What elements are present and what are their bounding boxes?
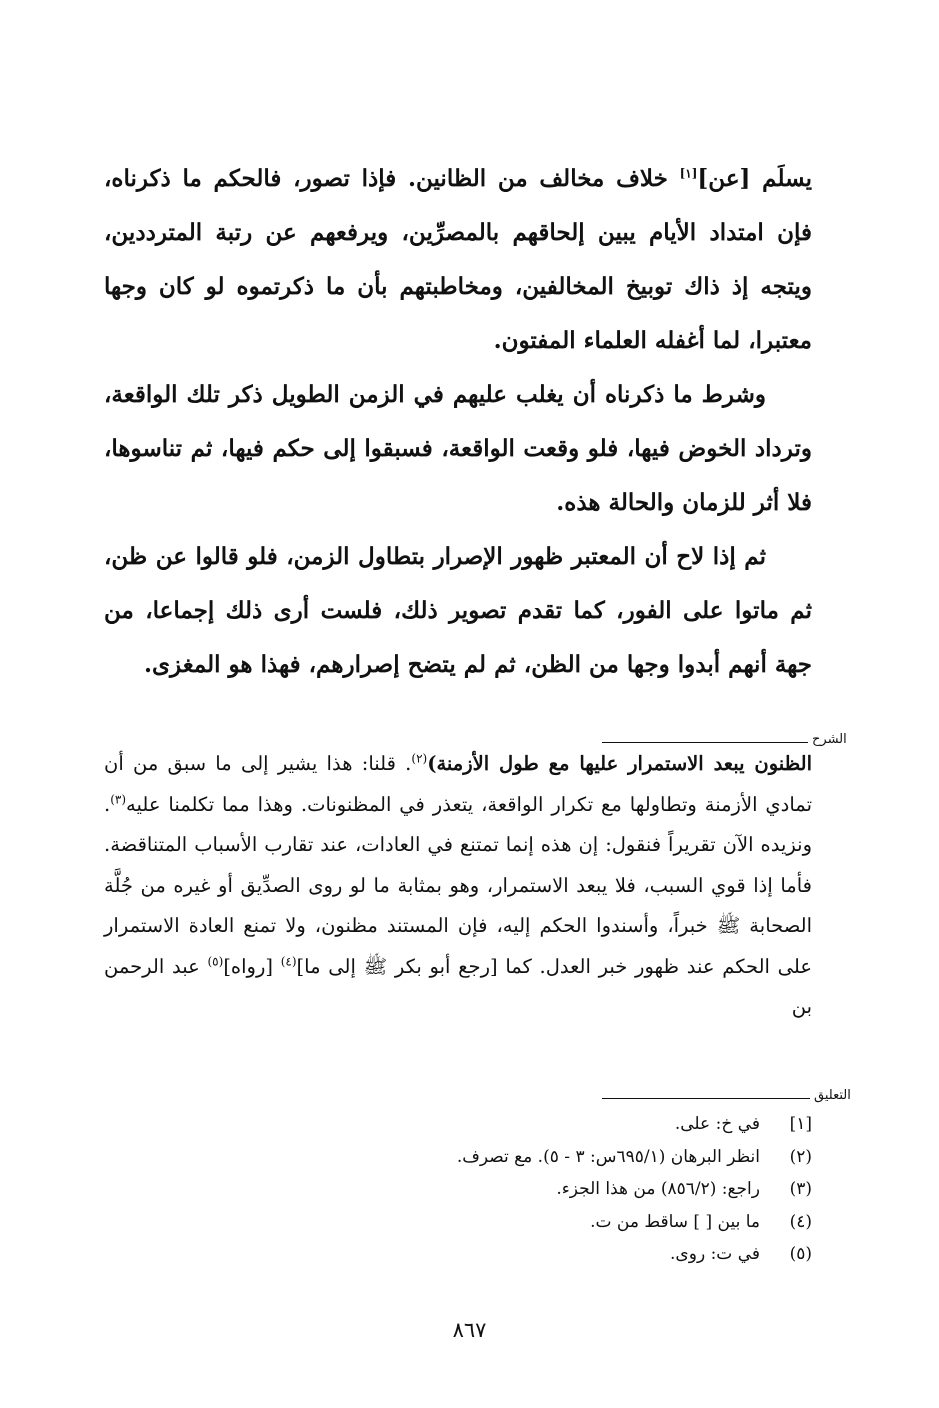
footnote-ref-4: (٤) [280, 954, 297, 968]
sharh-label: الشرح [812, 732, 847, 747]
footnote-item: (٤) ما بين [ ] ساقط من ت. [590, 1211, 812, 1232]
main-paragraph-3: ثم إذا لاح أن المعتبر ظهور الإصرار بتطاول الزمن، فلو قالوا عن ظن، ثم ماتوا على الفور، كما تقدم تصوير ذلك، فلست أرى ذلك إجماعا، من جهة أنهم أبدوا وجها من الظن، ثم لم يتضح إصرارهم، فهذا هو المغزى. [104, 543, 812, 678]
footnote-ref-1: [١] [679, 166, 698, 181]
footnote-item: (٣) راجع: (٨٥٦/٢) من هذا الجزء. [556, 1179, 812, 1199]
footnote-ref-5: (٥) [207, 954, 224, 968]
taliq-divider [602, 1098, 810, 1099]
footnote-ref-3: (٣) [110, 792, 127, 806]
page-number: ٨٦٧ [452, 1318, 487, 1342]
main-paragraph-2: وشرط ما ذكرناه أن يغلب عليهم في الزمن الطويل ذكر تلك الواقعة، وترداد الخوض فيها، فلو وقعت الواقعة، فسبقوا إلى حكم فيها، ثم تناسوها، فلا أثر للزمان والحالة هذه. [104, 381, 812, 516]
footnote-ref-2: (٢) [411, 751, 428, 766]
footnote-item: [١] في خ: على. [674, 1114, 812, 1134]
main-paragraph-1: يسلَم [عن][١] خلاف مخالف من الظانين. فإذا تصور، فالحكم ما ذكرناه، فإن امتداد الأيام يبين إلحاقهم بالمصرِّين، ويرفعهم عن رتبة المترددين، ويتجه إذ ذاك توبيخ المخالفين، ومخاطبتهم بأن ما ذكرتموه لو كان وجها معتبرا، لما أغفله العلماء المفتون. [104, 165, 812, 354]
taliq-label: التعليق [814, 1088, 851, 1103]
sharh-text: الظنون يبعد الاستمرار عليها مع طول الأزمنة)$^{(٢)}$. قلنا: هذا يشير إلى ما سبق من أن تمادي الأزمنة وتطاولها مع تكرار الواقعة، يتعذر في المظنونات. وهذا مما تكلمنا عليه$^{(٣)}$. ونزيده الآن تقريراً فنقول: إن هذه إنما تمتنع في العادات، عند تقارب الأسباب المتناقضة. فأما إذا قوي السبب، فلا يبعد الاستمرار، وهو بمثابة ما لو روى الصدِّيق أو غيره من جُلَّة الصحابة ﷺ خبراً، وأسندوا الحكم إليه، فإن المستند مظنون، ولا تمنع العادة الاستمرار على الحكم عند ظهور خبر العدل. كما [رجع أبو بكر ﷺ إلى ما]$^{(٤)}$ [رواه]$^{(٥)}$ عبد الرحمن بن [104, 751, 813, 1018]
sharh-divider [602, 742, 808, 743]
sharh-lead: الظنون يبعد الاستمرار عليها مع طول الأزمنة) [427, 752, 813, 775]
main-text [104, 152, 812, 692]
footnotes [360, 1108, 812, 1271]
footnote-item: (٥) في ت: روى. [670, 1244, 812, 1264]
footnote-item: (٢) انظر البرهان (٦٩٥/١س: ٣ - ٥). مع تصرف. [456, 1146, 812, 1167]
